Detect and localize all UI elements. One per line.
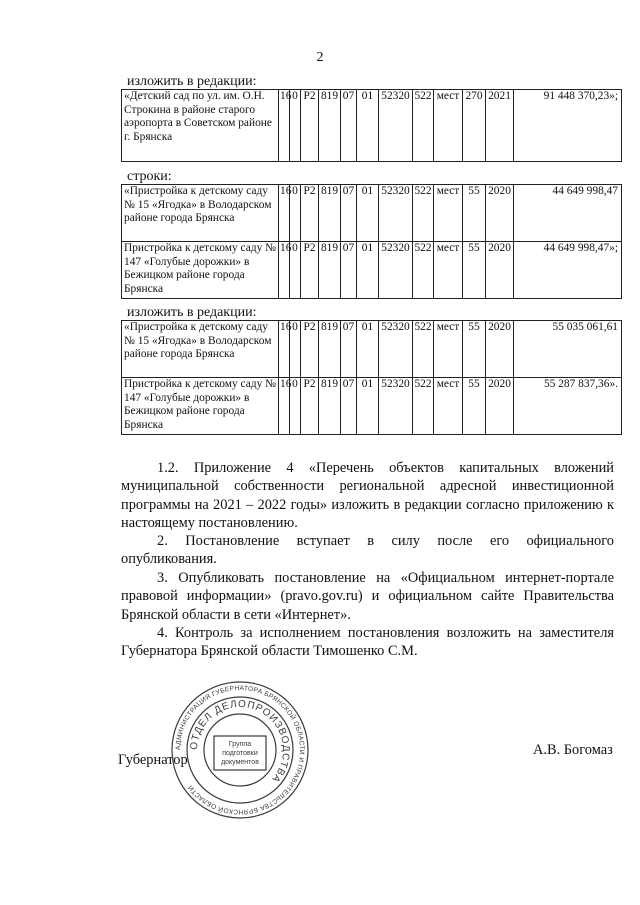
stamp-center-line: подготовки bbox=[222, 750, 258, 757]
capacity-cell: 55 bbox=[463, 242, 486, 299]
year-cell: 2020 bbox=[486, 242, 514, 299]
section-3 bbox=[121, 306, 621, 435]
capacity-cell: 270 bbox=[463, 90, 486, 162]
section-caption: строки: bbox=[127, 169, 172, 184]
code-cell: 01 bbox=[357, 378, 379, 435]
code-cell: 01 bbox=[357, 90, 379, 162]
table-row bbox=[122, 90, 622, 162]
stamp-center-line: Группа bbox=[228, 741, 252, 748]
code-cell: 522 bbox=[413, 90, 434, 162]
code-cell: 52320 bbox=[379, 321, 413, 378]
capacity-cell: 55 bbox=[463, 378, 486, 435]
paragraph-1-2 bbox=[121, 459, 614, 532]
code-cell: 52320 bbox=[379, 242, 413, 299]
paragraph-text: 3. Опубликовать постановление на «Официальном интернет-портале правовой информации» (pravo.gov.ru) и официальном сайте Правительства Брянской области в сети «Интернет». bbox=[121, 570, 614, 623]
table-row bbox=[122, 321, 622, 378]
unit-cell: мест bbox=[434, 242, 463, 299]
object-name: Пристройка к детскому саду № 147 «Голубые дорожки» в Бежицком районе города Брянска bbox=[122, 242, 279, 299]
stamp-inner-text: ОТДЕЛ ДЕЛОПРОИЗВОДСТВА bbox=[188, 698, 292, 785]
code-cell: 0 bbox=[290, 242, 301, 299]
paragraph-2 bbox=[121, 532, 614, 569]
code-cell: 07 bbox=[341, 185, 357, 242]
signature-block bbox=[0, 738, 640, 778]
unit-cell: мест bbox=[434, 378, 463, 435]
table-row bbox=[122, 242, 622, 299]
paragraph-text: 2. Постановление вступает в силу после его официального опубликования. bbox=[121, 533, 614, 568]
code-cell: Р2 bbox=[301, 90, 319, 162]
code-cell: 16 bbox=[279, 90, 290, 162]
code-cell: 01 bbox=[357, 242, 379, 299]
year-cell: 2021 bbox=[486, 90, 514, 162]
code-cell: 52320 bbox=[379, 90, 413, 162]
code-cell: 16 bbox=[279, 321, 290, 378]
section-caption: изложить в редакции: bbox=[127, 305, 257, 320]
code-cell: Р2 bbox=[301, 321, 319, 378]
signatory-name: А.В. Богомаз bbox=[533, 742, 613, 758]
objects-table bbox=[121, 184, 622, 299]
objects-table bbox=[121, 89, 622, 162]
amount-cell: 44 649 998,47»; bbox=[514, 242, 622, 299]
code-cell: 07 bbox=[341, 242, 357, 299]
unit-cell: мест bbox=[434, 321, 463, 378]
code-cell: 819 bbox=[319, 378, 341, 435]
year-cell: 2020 bbox=[486, 185, 514, 242]
code-cell: 819 bbox=[319, 321, 341, 378]
code-cell: Р2 bbox=[301, 378, 319, 435]
object-name: Пристройка к детскому саду № 147 «Голубые дорожки» в Бежицком районе города Брянска bbox=[122, 378, 279, 435]
stamp-center-line: документов bbox=[221, 759, 259, 766]
code-cell: 52320 bbox=[379, 185, 413, 242]
amount-cell: 44 649 998,47 bbox=[514, 185, 622, 242]
paragraph-text: 1.2. Приложение 4 «Перечень объектов капитальных вложений муниципальной собственности региональной адресной инвестиционной программы на 2021 – 2022 годы» изложить в редакции согласно приложению к настоящему постановлению. bbox=[121, 460, 614, 531]
code-cell: 16 bbox=[279, 378, 290, 435]
amount-cell: 91 448 370,23»; bbox=[514, 90, 622, 162]
object-name: «Детский сад по ул. им. О.Н. Строкина в районе старого аэропорта в Советском районе г. Брянска bbox=[122, 90, 279, 162]
section-1 bbox=[121, 75, 621, 162]
code-cell: 0 bbox=[290, 321, 301, 378]
capacity-cell: 55 bbox=[463, 185, 486, 242]
table-row bbox=[122, 185, 622, 242]
amount-cell: 55 287 837,36». bbox=[514, 378, 622, 435]
signatory-title: Губернатор bbox=[118, 752, 188, 768]
paragraph-text: 4. Контроль за исполнением постановления возложить на заместителя Губернатора Брянской области Тимошенко С.М. bbox=[121, 625, 614, 660]
unit-cell: мест bbox=[434, 185, 463, 242]
paragraph-4 bbox=[121, 624, 614, 661]
objects-table bbox=[121, 320, 622, 435]
capacity-cell: 55 bbox=[463, 321, 486, 378]
code-cell: 522 bbox=[413, 242, 434, 299]
object-name: «Пристройка к детскому саду № 15 «Ягодка» в Володарском районе города Брянска bbox=[122, 321, 279, 378]
code-cell: 07 bbox=[341, 378, 357, 435]
amount-cell: 55 035 061,61 bbox=[514, 321, 622, 378]
code-cell: 07 bbox=[341, 90, 357, 162]
code-cell: 522 bbox=[413, 378, 434, 435]
code-cell: 07 bbox=[341, 321, 357, 378]
code-cell: 819 bbox=[319, 90, 341, 162]
unit-cell: мест bbox=[434, 90, 463, 162]
page-number: 2 bbox=[316, 50, 324, 65]
code-cell: 819 bbox=[319, 185, 341, 242]
section-2 bbox=[121, 170, 621, 299]
code-cell: 01 bbox=[357, 321, 379, 378]
code-cell: 16 bbox=[279, 242, 290, 299]
code-cell: 01 bbox=[357, 185, 379, 242]
office-stamp-icon bbox=[170, 680, 310, 820]
code-cell: Р2 bbox=[301, 242, 319, 299]
code-cell: 16 bbox=[279, 185, 290, 242]
stamp-outer-text: АДМИНИСТРАЦИЯ ГУБЕРНАТОРА БРЯНСКОЙ ОБЛАСТИ И ПРАВИТЕЛЬСТВА БРЯНСКОЙ ОБЛАСТИ bbox=[174, 684, 306, 816]
code-cell: Р2 bbox=[301, 185, 319, 242]
code-cell: 522 bbox=[413, 321, 434, 378]
section-caption: изложить в редакции: bbox=[127, 74, 257, 89]
code-cell: 0 bbox=[290, 185, 301, 242]
code-cell: 0 bbox=[290, 90, 301, 162]
code-cell: 52320 bbox=[379, 378, 413, 435]
object-name: «Пристройка к детскому саду № 15 «Ягодка» в Володарском районе города Брянска bbox=[122, 185, 279, 242]
table-row bbox=[122, 378, 622, 435]
year-cell: 2020 bbox=[486, 321, 514, 378]
paragraph-3 bbox=[121, 569, 614, 624]
code-cell: 522 bbox=[413, 185, 434, 242]
code-cell: 819 bbox=[319, 242, 341, 299]
code-cell: 0 bbox=[290, 378, 301, 435]
year-cell: 2020 bbox=[486, 378, 514, 435]
